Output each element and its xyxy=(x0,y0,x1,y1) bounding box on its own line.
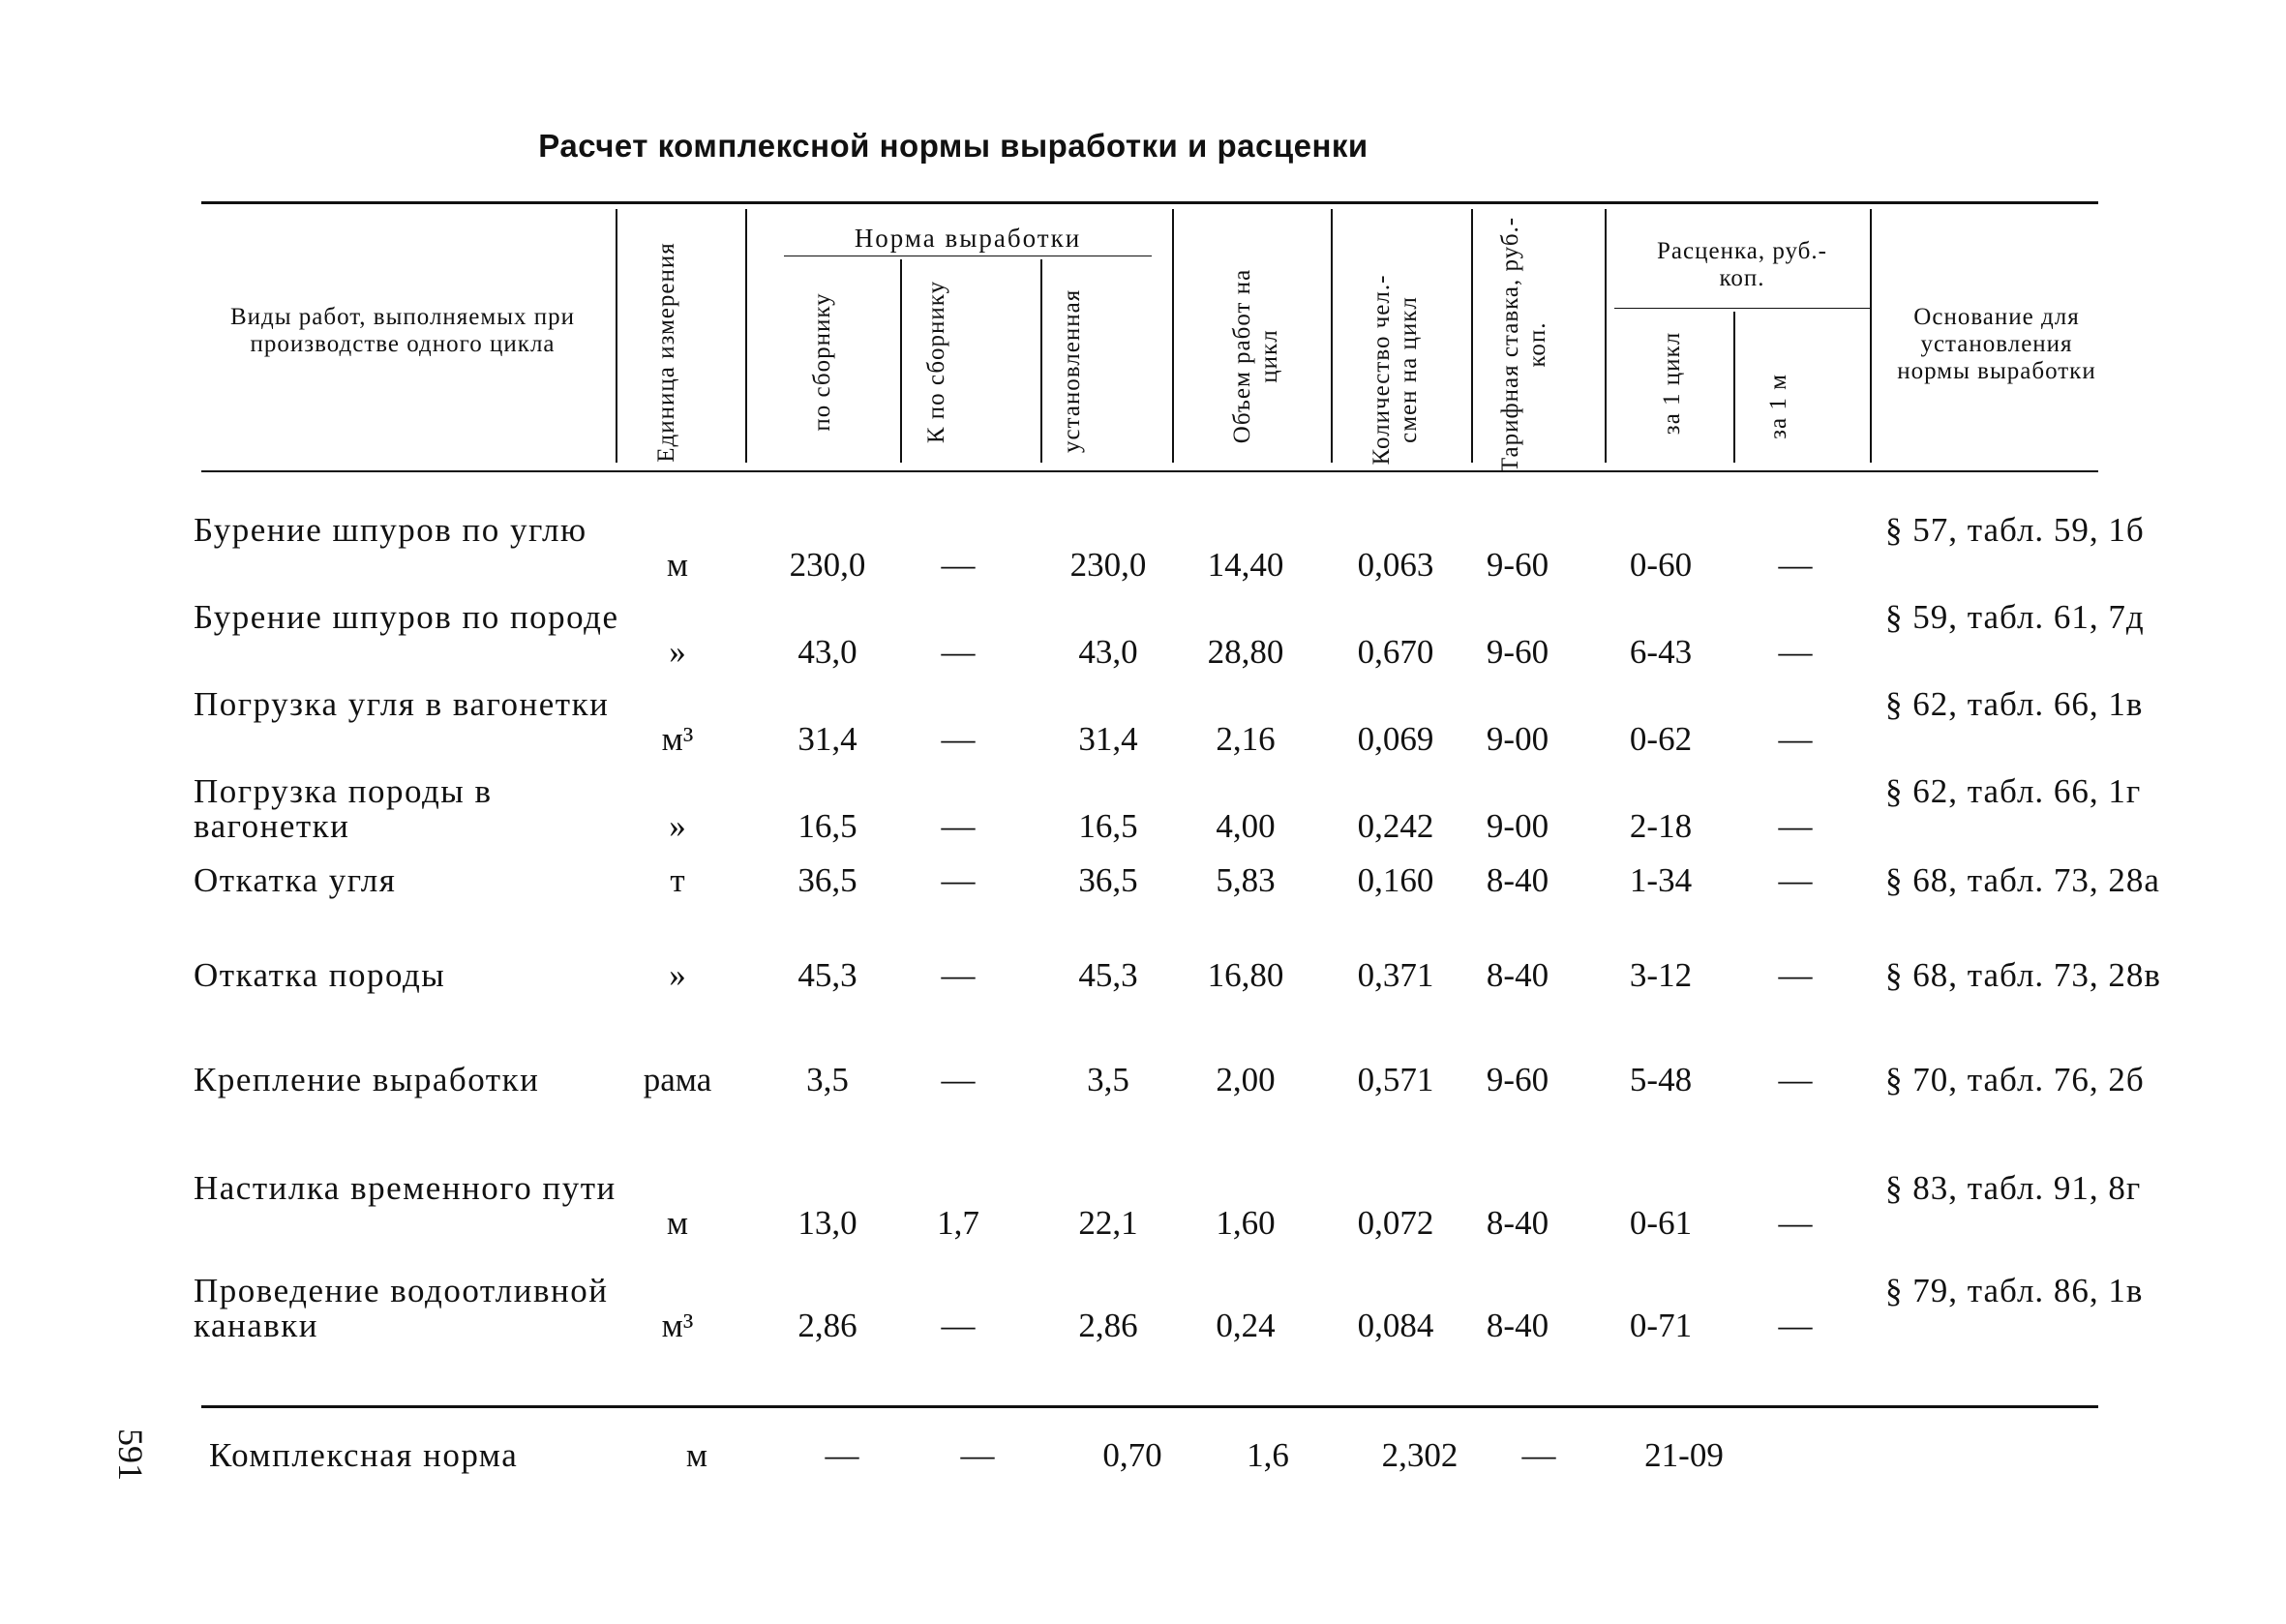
row-norm-set: 2,86 xyxy=(1078,1307,1138,1344)
row-volume: 28,80 xyxy=(1207,633,1284,671)
row-work-type: Бурение шпуров по углю xyxy=(194,511,587,549)
total-norm-set: 0,70 xyxy=(1102,1436,1162,1474)
row-work-type: Откатка породы xyxy=(194,956,446,994)
row-unit: м³ xyxy=(661,720,694,758)
column-divider xyxy=(745,209,747,463)
row-rate-m: — xyxy=(1778,633,1813,671)
row-tariff: 9-60 xyxy=(1486,1061,1549,1098)
row-rate-m: — xyxy=(1778,1307,1813,1344)
row-tariff: 9-00 xyxy=(1486,720,1549,758)
header-bottom-rule xyxy=(201,470,2098,472)
row-norm-book: 43,0 xyxy=(797,633,857,671)
row-volume: 4,00 xyxy=(1216,807,1276,845)
header-rate-group: Расценка, руб.-коп. xyxy=(1657,238,1827,291)
header-tariff: Тарифная ставка, руб.-коп. xyxy=(1497,216,1550,473)
row-tariff: 8-40 xyxy=(1486,1307,1549,1344)
column-divider xyxy=(1172,209,1174,463)
row-rate-m: — xyxy=(1778,1061,1813,1098)
header-k-by-book: К по сборнику xyxy=(923,280,949,444)
header-person-shifts: Количество чел.-смен на цикл xyxy=(1369,274,1422,466)
row-rate-m: — xyxy=(1778,1204,1813,1242)
column-divider xyxy=(616,209,617,463)
row-shifts: 0,069 xyxy=(1357,720,1434,758)
header-rate-cycle: за 1 цикл xyxy=(1659,331,1685,436)
row-basis: § 68, табл. 73, 28в xyxy=(1885,956,2161,994)
total-rate-cycle: 21-09 xyxy=(1644,1436,1724,1474)
row-norm-set: 16,5 xyxy=(1078,807,1138,845)
row-volume: 16,80 xyxy=(1207,956,1284,994)
row-rate-cycle: 1-34 xyxy=(1629,861,1693,899)
column-divider xyxy=(1331,209,1333,463)
row-rate-cycle: 0-62 xyxy=(1629,720,1693,758)
row-work-type: Проведение водоотливной канавки xyxy=(194,1272,609,1344)
row-basis: § 57, табл. 59, 1б xyxy=(1885,511,2145,549)
row-basis: § 62, табл. 66, 1г xyxy=(1885,772,2142,810)
row-work-type: Настилка временного пути xyxy=(194,1169,617,1207)
row-tariff: 9-00 xyxy=(1486,807,1549,845)
column-divider xyxy=(1471,209,1473,463)
row-basis: § 79, табл. 86, 1в xyxy=(1885,1272,2144,1309)
total-label: Комплексная норма xyxy=(209,1436,519,1474)
row-k: — xyxy=(941,720,976,758)
row-basis: § 62, табл. 66, 1в xyxy=(1885,685,2144,723)
row-shifts: 0,160 xyxy=(1357,861,1434,899)
row-rate-cycle: 0-61 xyxy=(1629,1204,1693,1242)
header-rate-meter: за 1 м xyxy=(1765,374,1791,439)
column-divider xyxy=(1040,259,1042,463)
row-norm-book: 45,3 xyxy=(797,956,857,994)
row-norm-set: 3,5 xyxy=(1087,1061,1129,1098)
row-volume: 2,16 xyxy=(1216,720,1276,758)
row-norm-book: 31,4 xyxy=(797,720,857,758)
row-volume: 0,24 xyxy=(1216,1307,1276,1344)
row-k: — xyxy=(941,1307,976,1344)
header-norm-set: установленная xyxy=(1059,288,1085,453)
header-norm-group: Норма выработки xyxy=(854,224,1082,253)
row-work-type: Откатка угля xyxy=(194,861,397,899)
row-shifts: 0,571 xyxy=(1357,1061,1434,1098)
table-top-rule xyxy=(201,201,2098,204)
page-title: Расчет комплексной нормы выработки и расценки xyxy=(538,128,1369,164)
row-unit: м³ xyxy=(661,1307,694,1344)
row-k: 1,7 xyxy=(937,1204,979,1242)
row-shifts: 0,063 xyxy=(1357,546,1434,584)
row-k: — xyxy=(941,956,976,994)
header-unit: Единица измерения xyxy=(653,242,679,463)
row-rate-m: — xyxy=(1778,807,1813,845)
row-norm-book: 13,0 xyxy=(797,1204,857,1242)
row-volume: 1,60 xyxy=(1216,1204,1276,1242)
row-norm-set: 22,1 xyxy=(1078,1204,1138,1242)
row-rate-cycle: 2-18 xyxy=(1629,807,1693,845)
row-k: — xyxy=(941,861,976,899)
row-norm-book: 16,5 xyxy=(797,807,857,845)
row-norm-set: 45,3 xyxy=(1078,956,1138,994)
row-rate-m: — xyxy=(1778,546,1813,584)
row-norm-set: 230,0 xyxy=(1069,546,1147,584)
column-divider xyxy=(900,259,902,463)
row-norm-book: 2,86 xyxy=(797,1307,857,1344)
row-unit: т xyxy=(670,861,685,899)
header-volume: Объем работ на цикл xyxy=(1229,268,1282,444)
column-divider xyxy=(1870,209,1872,463)
row-basis: § 68, табл. 73, 28а xyxy=(1885,861,2160,899)
row-tariff: 9-60 xyxy=(1486,546,1549,584)
total-unit: м xyxy=(685,1436,708,1474)
row-norm-set: 31,4 xyxy=(1078,720,1138,758)
total-rule xyxy=(201,1405,2098,1408)
row-norm-book: 230,0 xyxy=(789,546,866,584)
header-work-types: Виды работ, выполняемых при производстве одного цикла xyxy=(229,304,576,357)
total-k: — xyxy=(960,1436,995,1474)
row-tariff: 8-40 xyxy=(1486,1204,1549,1242)
row-unit: » xyxy=(669,807,686,845)
row-rate-m: — xyxy=(1778,861,1813,899)
column-divider xyxy=(1733,312,1735,463)
row-work-type: Крепление выработки xyxy=(194,1061,540,1098)
row-k: — xyxy=(941,633,976,671)
total-shifts: 2,302 xyxy=(1381,1436,1459,1474)
row-rate-cycle: 5-48 xyxy=(1629,1061,1693,1098)
row-norm-set: 36,5 xyxy=(1078,861,1138,899)
row-rate-cycle: 3-12 xyxy=(1629,956,1693,994)
row-volume: 2,00 xyxy=(1216,1061,1276,1098)
row-k: — xyxy=(941,1061,976,1098)
row-unit: рама xyxy=(643,1061,712,1098)
row-shifts: 0,670 xyxy=(1357,633,1434,671)
row-rate-m: — xyxy=(1778,720,1813,758)
row-shifts: 0,072 xyxy=(1357,1204,1434,1242)
header-basis: Основание для установления нормы выработки xyxy=(1897,304,2096,384)
row-k: — xyxy=(941,546,976,584)
rate-group-rule xyxy=(1614,308,1870,309)
row-shifts: 0,242 xyxy=(1357,807,1434,845)
row-unit: м xyxy=(666,1204,689,1242)
row-rate-cycle: 0-60 xyxy=(1629,546,1693,584)
row-tariff: 8-40 xyxy=(1486,956,1549,994)
total-volume: 1,6 xyxy=(1247,1436,1289,1474)
total-tariff: — xyxy=(1521,1436,1556,1474)
row-tariff: 8-40 xyxy=(1486,861,1549,899)
row-work-type: Бурение шпуров по породе xyxy=(194,598,619,636)
row-volume: 5,83 xyxy=(1216,861,1276,899)
row-shifts: 0,084 xyxy=(1357,1307,1434,1344)
total-norm-book: — xyxy=(825,1436,859,1474)
column-divider xyxy=(1605,209,1607,463)
row-norm-book: 36,5 xyxy=(797,861,857,899)
page-number: 591 xyxy=(111,1429,150,1481)
header-norm-by-book: по сборнику xyxy=(809,292,835,432)
row-unit: м xyxy=(666,546,689,584)
row-work-type: Погрузка угля в вагонетки xyxy=(194,685,610,723)
row-k: — xyxy=(941,807,976,845)
row-norm-set: 43,0 xyxy=(1078,633,1138,671)
row-shifts: 0,371 xyxy=(1357,956,1434,994)
row-unit: » xyxy=(669,956,686,994)
row-rate-cycle: 6-43 xyxy=(1629,633,1693,671)
row-tariff: 9-60 xyxy=(1486,633,1549,671)
row-volume: 14,40 xyxy=(1207,546,1284,584)
row-rate-m: — xyxy=(1778,956,1813,994)
row-basis: § 59, табл. 61, 7д xyxy=(1885,598,2145,636)
row-work-type: Погрузка породы в вагонетки xyxy=(194,772,493,845)
row-unit: » xyxy=(669,633,686,671)
row-norm-book: 3,5 xyxy=(806,1061,849,1098)
row-rate-cycle: 0-71 xyxy=(1629,1307,1693,1344)
row-basis: § 83, табл. 91, 8г xyxy=(1885,1169,2142,1207)
row-basis: § 70, табл. 76, 2б xyxy=(1885,1061,2145,1098)
